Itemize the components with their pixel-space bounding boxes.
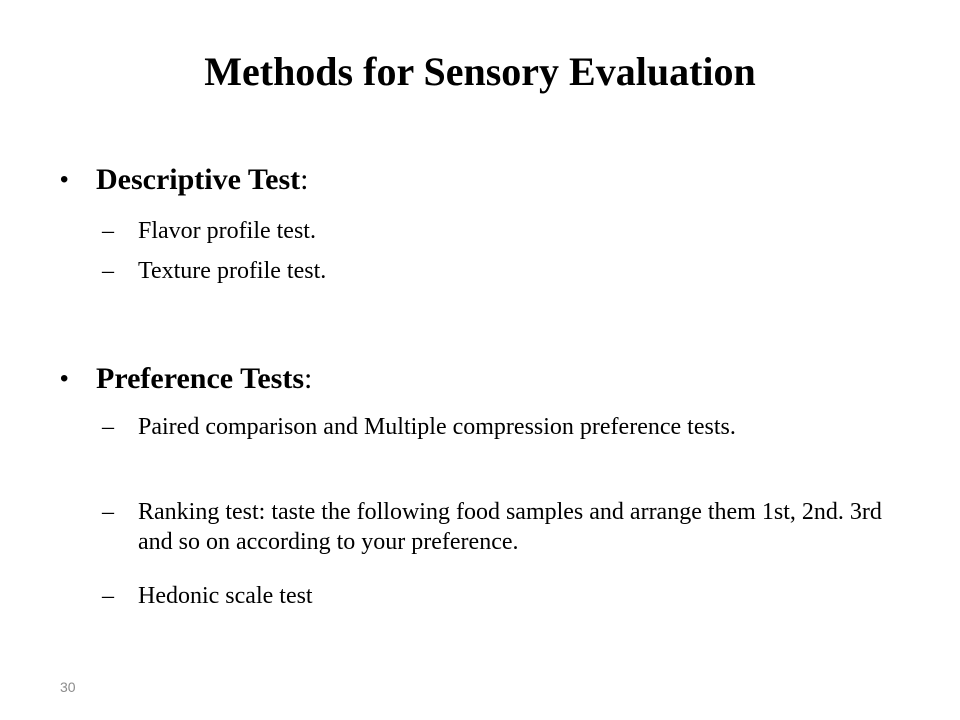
- bullet-suffix: :: [300, 163, 309, 196]
- bullet-dot-icon: •: [60, 166, 69, 193]
- bullet-suffix: :: [304, 362, 313, 395]
- dash-icon: –: [102, 258, 114, 284]
- dash-icon: –: [102, 414, 114, 440]
- bullet-dot-icon: •: [60, 365, 69, 392]
- sub-item-text: Texture profile test.: [138, 258, 327, 284]
- dash-icon: –: [102, 218, 114, 244]
- bullet-heading: Preference Tests: [96, 362, 304, 395]
- sub-item-text: Hedonic scale test: [138, 583, 313, 609]
- bullet-heading: Descriptive Test: [96, 163, 301, 196]
- slide-title: Methods for Sensory Evaluation: [204, 49, 756, 94]
- slide-number: 30: [60, 679, 76, 695]
- dash-icon: –: [102, 583, 114, 609]
- sub-item-text: Flavor profile test.: [138, 218, 316, 244]
- sub-item-text: Paired comparison and Multiple compression preference tests.: [138, 414, 736, 440]
- sub-item-text: Ranking test: taste the following food samples and arrange them 1st, 2nd. 3rd and so on according to your preference.: [138, 499, 882, 555]
- dash-icon: –: [102, 499, 114, 525]
- bullet-text: [96, 162, 308, 198]
- bullet-text: [96, 361, 312, 397]
